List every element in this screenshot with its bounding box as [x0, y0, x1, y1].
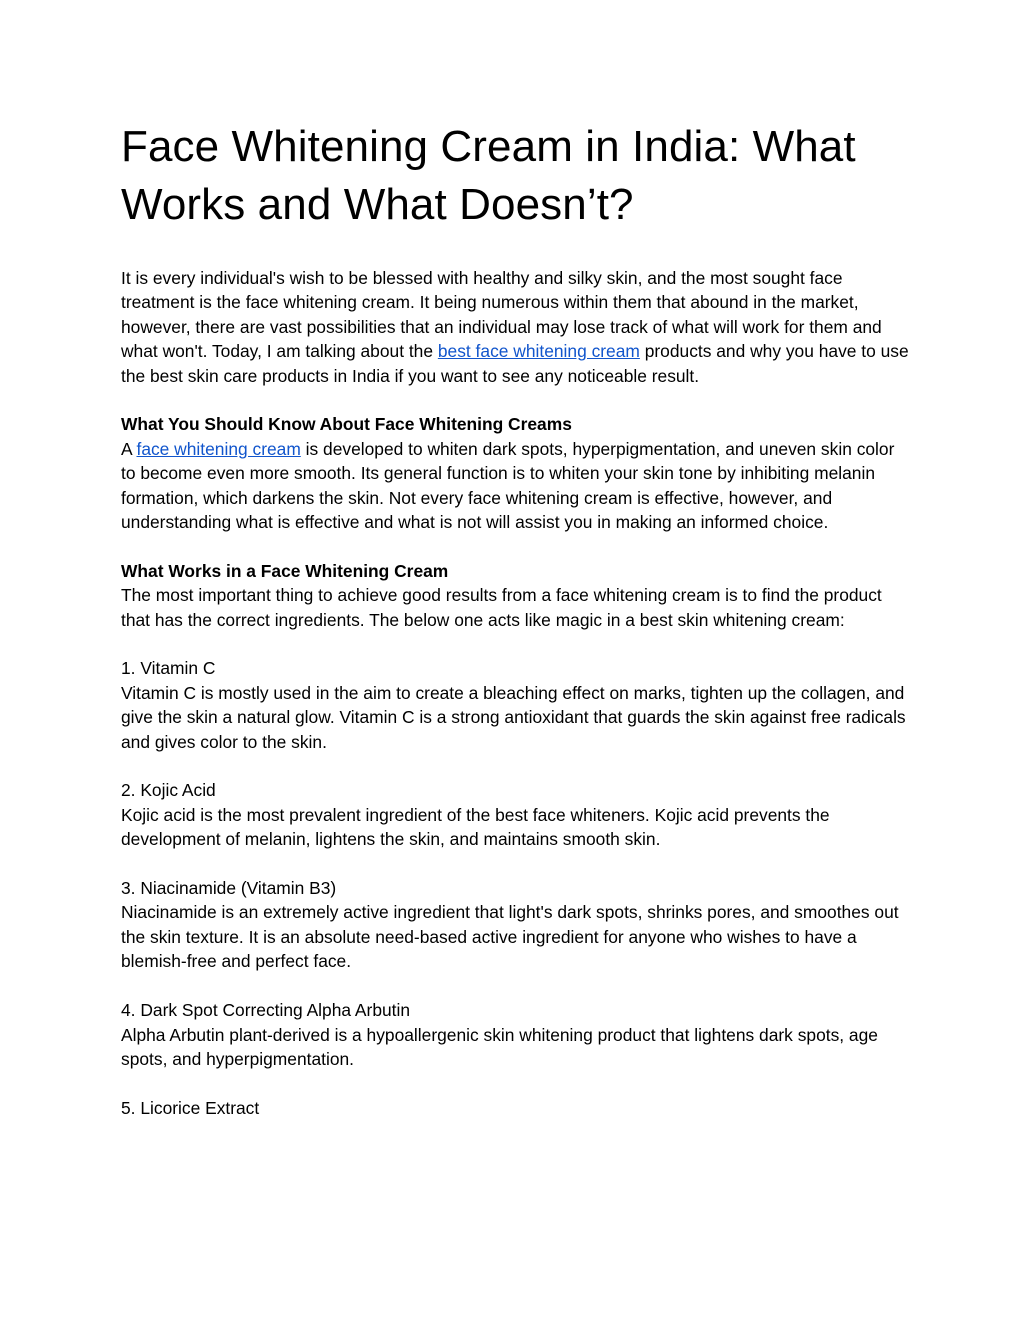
document-page: [121, 118, 911, 1120]
ingredient-body-vitamin-c: Vitamin C is mostly used in the aim to create a bleaching effect on marks, tighten up the collagen, and give the skin a natural glow. Vitamin C is a strong antioxidant that guards the skin against free radicals and gives color to the skin.: [121, 682, 906, 752]
face-whitening-cream-link[interactable]: face whitening cream: [136, 438, 301, 459]
section-know-paragraph: [121, 437, 911, 535]
spacer: [121, 754, 911, 778]
ingredient-title-kojic-acid: 2. Kojic Acid: [121, 780, 216, 801]
ingredient-body-kojic-acid: Kojic acid is the most prevalent ingredient of the best face whiteners. Kojic acid prevents the development of melanin, lightens the skin, and maintains smooth skin.: [121, 804, 830, 850]
intro-text-before: It is every individual's wish to be blessed with healthy and silky skin, and the most sought face treatment is the face whitening cream. It being numerous within them that abound in the market, however, there are vast possibilities that an individual may lose track of what will work for them and what won't. Today, I am talking about the: [121, 268, 882, 362]
ingredient-title-vitamin-c: 1. Vitamin C: [121, 658, 216, 679]
ingredient-title-alpha-arbutin: 4. Dark Spot Correcting Alpha Arbutin: [121, 1000, 411, 1021]
ingredient-title-niacinamide: 3. Niacinamide (Vitamin B3): [121, 878, 337, 899]
section-works-paragraph: The most important thing to achieve good results from a face whitening cream is to find the product that has the correct ingredients. The below one acts like magic in a best skin whitening cream:: [121, 585, 882, 630]
spacer: [121, 534, 911, 558]
spacer: [121, 974, 911, 998]
best-face-whitening-cream-link[interactable]: best face whitening cream: [437, 341, 640, 362]
know-text-before: A: [121, 438, 137, 459]
intro-paragraph: [121, 266, 911, 388]
ingredient-body-niacinamide: Niacinamide is an extremely active ingredient that light's dark spots, shrinks pores, and smoothes out the skin texture. It is an absolute need-based active ingredient for anyone who wishes to have a blemish-free and perfect face.: [121, 902, 899, 972]
section-heading-know: What You Should Know About Face Whitening Creams: [121, 414, 572, 435]
ingredient-body-alpha-arbutin: Alpha Arbutin plant-derived is a hypoallergenic skin whitening product that lightens dark spots, age spots, and hyperpigmentation.: [121, 1024, 878, 1069]
page-title: Face Whitening Cream in India: What Works and What Doesn’t?: [121, 122, 856, 229]
section-heading-works: What Works in a Face Whitening Cream: [121, 560, 449, 581]
know-text-after: is developed to whiten dark spots, hyperpigmentation, and uneven skin color to become even more smooth. Its general function is to whiten your skin tone by inhibiting melanin formation, which darkens the skin. Not every face whitening cream is effective, however, and understanding what is effective and what is not will assist you in making an informed choice.: [121, 438, 895, 533]
spacer: [121, 852, 911, 876]
spacer: [121, 1071, 911, 1095]
ingredient-title-licorice-extract: 5. Licorice Extract: [121, 1097, 260, 1118]
intro-text-after: products and why you have to use the best skin care products in India if you want to see any noticeable result.: [121, 341, 909, 386]
spacer: [121, 388, 911, 412]
spacer: [121, 632, 911, 656]
